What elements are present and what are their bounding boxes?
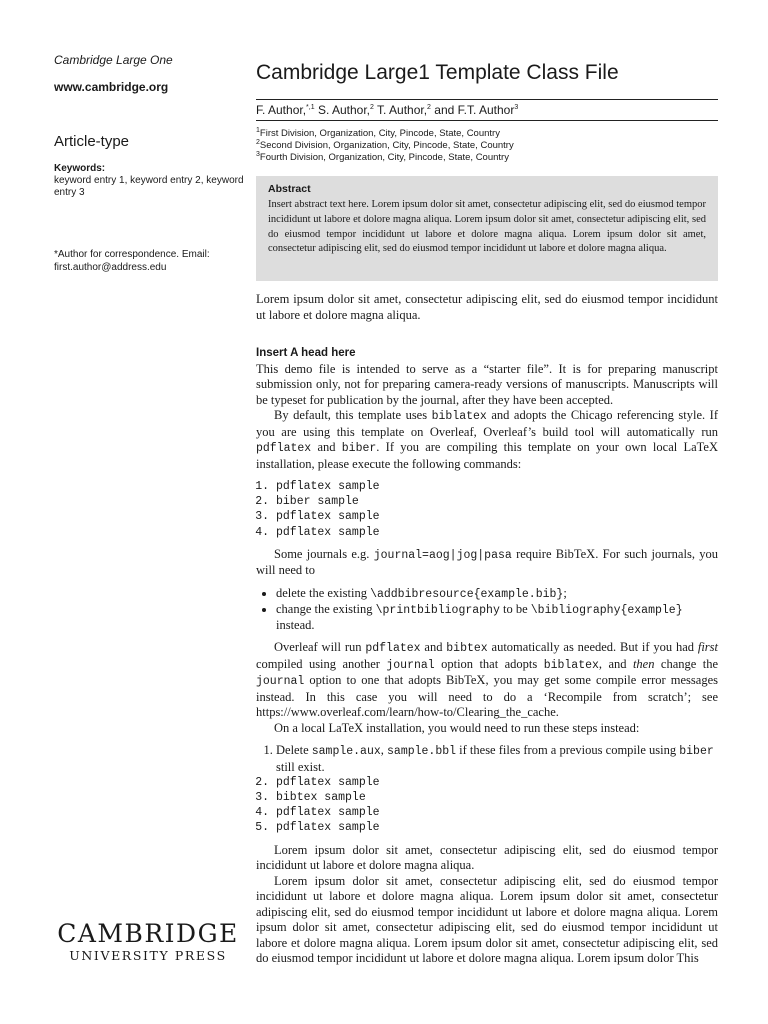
code-run: journal	[386, 658, 435, 672]
text-run: require BibTeX. For such journals, you will need to	[256, 546, 719, 578]
code-run: biber	[679, 745, 714, 759]
code-run: journal=aog|jog|pasa	[373, 548, 512, 562]
paragraph-3	[256, 547, 718, 579]
command-item: 3. pdflatex sample	[276, 509, 718, 524]
affil-text: First Division, Organization, City, Pincode, State, Country	[259, 128, 500, 139]
code-run: journal	[256, 675, 305, 689]
author-affil-mark: 3	[514, 104, 519, 111]
affiliation-line	[256, 152, 514, 164]
command-item: 2. biber sample	[276, 494, 718, 509]
code-run: bibtex	[446, 642, 488, 656]
code-run: sample.aux	[311, 745, 381, 759]
affil-mark: 1	[256, 126, 260, 134]
affil-mark: 2	[256, 138, 260, 146]
logo-line-1: CAMBRIDGE	[57, 919, 239, 948]
author-rule	[256, 120, 718, 121]
section-heading: Insert A head here	[256, 347, 356, 359]
paragraph-5: On a local LaTeX installation, you would need to run these steps instead:	[274, 720, 640, 735]
bullet-item	[276, 602, 718, 633]
command-list-2	[256, 743, 718, 835]
code-run: \bibliography{example}	[530, 604, 683, 618]
text-run: to be	[499, 602, 531, 617]
article-title: Cambridge Large1 Template Class File	[256, 61, 619, 84]
affil-text: Second Division, Organization, City, Pincode, State, Country	[259, 140, 514, 151]
journal-name: Cambridge Large One	[54, 53, 173, 67]
emphasis-run: then	[632, 656, 655, 671]
affiliations	[256, 128, 514, 164]
command-item: 1. pdflatex sample	[276, 479, 718, 494]
text-run: ,	[380, 743, 388, 758]
text-run: and	[311, 440, 342, 454]
abstract-heading: Abstract	[268, 183, 311, 195]
author-affil-mark: 2	[369, 104, 374, 111]
affiliation-line	[256, 128, 514, 140]
author-name: F. Author,	[256, 103, 307, 117]
code-run: biblatex	[543, 658, 599, 672]
article-body	[256, 292, 718, 967]
paragraph-6: Lorem ipsum dolor sit amet, consectetur adipiscing elit, sed do eiusmod tempor incididunt ut labore et dolore magna aliqua.	[256, 842, 718, 873]
command-list-1	[256, 479, 718, 540]
text-run: Overleaf will run	[274, 640, 366, 655]
bullet-list	[256, 586, 718, 634]
keywords-text: keyword entry 1, keyword entry 2, keyword entry 3	[54, 175, 244, 198]
text-run: By default, this template uses	[274, 408, 432, 422]
text-run: , and	[598, 656, 633, 671]
author-list	[256, 103, 518, 117]
emphasis-run: first	[697, 640, 718, 655]
code-run: pdflatex	[365, 642, 421, 656]
text-run: . If you are compiling this template on your own local LaTeX installation, please execute the following commands:	[256, 440, 718, 471]
code-run: \addbibresource{example.bib}	[370, 587, 564, 601]
paragraph-2	[256, 408, 718, 472]
step-item: 2. pdflatex sample	[276, 775, 718, 790]
text-run: instead.	[276, 618, 315, 633]
code-run: biber	[341, 442, 377, 455]
author-name: and F.T. Author	[430, 103, 515, 117]
intro-paragraph: Lorem ipsum dolor sit amet, consectetur adipiscing elit, sed do eiusmod tempor incididunt ut labore et dolore magna aliqua.	[256, 292, 718, 322]
abstract-box	[256, 176, 718, 281]
text-run: delete the existing	[276, 585, 371, 600]
text-run: automatically as needed. But if you had	[487, 640, 698, 655]
keywords-label: Keywords:	[54, 163, 106, 174]
author-affil-mark: *,1	[306, 104, 315, 111]
text-run: Some journals e.g.	[274, 546, 374, 561]
text-run: still exist.	[276, 759, 325, 774]
abstract-text: Insert abstract text here. Lorem ipsum dolor sit amet, consectetur adipiscing elit, sed do eiusmod tempor incididunt ut labore et dolore magna aliqua. Lorem ipsum dolor sit amet, consectetur adipiscing elit, sed do eiusmod tempor incididunt ut labore et dolore magna aliqua. Lorem ipsum dolor sit amet, consectetur adipiscing elit, sed do eiusmod tempor incididunt ut labore et dolore magna aliqua.	[268, 199, 706, 255]
paragraph-7: Lorem ipsum dolor sit amet, consectetur adipiscing elit, sed do eiusmod tempor incididunt ut labore et dolore magna aliqua. Lorem ipsum dolor sit amet, consectetur adipiscing elit, sed do eiusmod tempor incididunt ut labore et dolore magna aliqua. Lorem ipsum dolor sit amet, consectetur adipiscing elit, sed do eiusmod tempor incididunt ut labore et dolore magna aliqua. Lorem ipsum dolor sit amet, consectetur adipiscing elit, sed do eiusmod tempor incididunt ut labore et dolore magna aliqua. Lorem ipsum dolor This	[256, 873, 718, 966]
affiliation-line	[256, 140, 514, 152]
step-item: 4. pdflatex sample	[276, 805, 718, 820]
text-run: ;	[563, 585, 567, 600]
bullet-item	[276, 586, 718, 602]
author-name: T. Author,	[373, 103, 428, 117]
text-run: if these files from a previous compile using	[456, 743, 680, 758]
logo-line-2: UNIVERSITY PRESS	[69, 948, 227, 963]
text-run: change the existing	[276, 602, 376, 617]
text-run: compiled using another	[256, 656, 387, 671]
step-item	[276, 743, 718, 774]
journal-url[interactable]: www.cambridge.org	[54, 80, 169, 94]
author-name: S. Author,	[314, 103, 370, 117]
code-run: \printbibliography	[375, 604, 500, 618]
article-type: Article-type	[54, 133, 130, 150]
code-run: biblatex	[431, 410, 487, 423]
paragraph-1: This demo file is intended to serve as a “starter file”. It is for preparing manuscript submission only, not for preparing camera-ready versions of manuscripts. Manuscripts will be typeset for publication by the journal, after they have been accepted.	[256, 361, 718, 407]
text-run: change the	[654, 656, 718, 671]
text-run: and adopts the Chicago referencing style. If you are using this template on Overleaf, Overleaf’s build tool will automatically run	[256, 408, 718, 439]
command-item: 4. pdflatex sample	[276, 525, 718, 540]
step-item: 3. bibtex sample	[276, 790, 718, 805]
title-rule	[256, 99, 718, 100]
text-run: option to one that adopts BibTeX, you may get some compile error messages instead. In this case you will need to do a ‘Recompile from scratch’; see https://www.overleaf.com/learn/how-to/Clearing_the_cache.	[256, 673, 718, 720]
paragraph-4	[256, 640, 718, 721]
affil-mark: 3	[256, 150, 260, 158]
text-run: option that adopts	[434, 656, 544, 671]
code-run: pdflatex	[256, 442, 312, 455]
correspondence-note: *Author for correspondence. Email: first.author@address.edu	[54, 249, 210, 273]
author-affil-mark: 2	[427, 104, 431, 111]
code-run: sample.bbl	[387, 745, 457, 759]
cambridge-university-press-logo	[54, 920, 242, 964]
text-run: Delete	[276, 743, 312, 758]
affil-text: Fourth Division, Organization, City, Pincode, State, Country	[259, 152, 509, 163]
step-item: 5. pdflatex sample	[276, 820, 718, 835]
text-run: and	[420, 640, 447, 655]
